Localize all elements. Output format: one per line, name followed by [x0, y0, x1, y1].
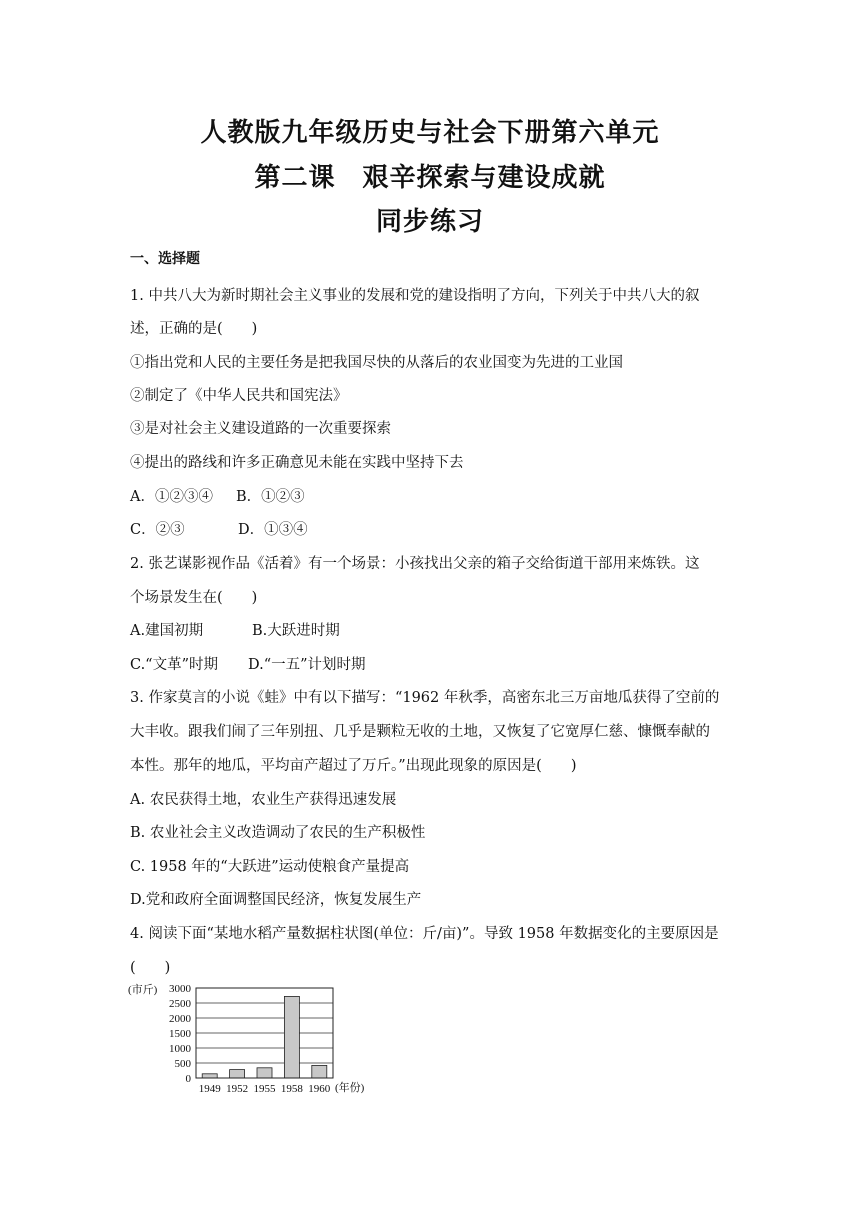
chart-x-tick-label: 1955	[253, 1083, 276, 1095]
q1-statement-2: ②制定了《中华人民共和国宪法》	[130, 388, 348, 404]
chart-x-tick-label: 1960	[308, 1083, 331, 1095]
chart-y-ticks	[169, 983, 192, 1085]
chart-bars	[202, 996, 327, 1078]
q1-statement-4: ④提出的路线和许多正确意见未能在实践中坚持下去	[130, 455, 464, 471]
q1-option-d: D．①③④	[238, 522, 308, 538]
chart-y-tick-label: 1000	[169, 1043, 191, 1055]
q3-option-d: D.党和政府全面调整国民经济，恢复发展生产	[130, 892, 422, 908]
q1-option-c: C．②③	[130, 522, 185, 538]
q1-options-row1	[130, 485, 740, 506]
q1-stem-line1: 1. 中共八大为新时期社会主义事业的发展和党的建设指明了方向，下列关于中共八大的叙	[130, 288, 700, 304]
chart-y-tick-label: 0	[185, 1073, 191, 1085]
chart-y-tick-label: 2500	[169, 998, 191, 1010]
page-title-line2: 第二课 艰辛探索与建设成就	[254, 163, 606, 193]
rice-yield-bar-chart	[126, 978, 376, 1098]
q2-option-a: A.建国初期	[130, 623, 204, 639]
q2-option-d: D.“一五”计划时期	[248, 657, 366, 673]
q2-options-row1	[130, 619, 740, 640]
chart-y-tick-label: 3000	[169, 983, 191, 995]
chart-x-tick-label: 1958	[280, 1083, 303, 1095]
chart-bar-1952	[230, 1070, 245, 1078]
chart-bar-1949	[202, 1074, 217, 1078]
chart-x-ticks	[199, 1083, 331, 1095]
q1-options-row2	[130, 518, 740, 539]
chart-gridlines	[196, 988, 333, 1078]
q2-stem-line2: 个场景发生在( )	[130, 590, 258, 606]
chart-x-tick-label: 1949	[198, 1083, 221, 1095]
q4-stem-line1: 4. 阅读下面“某地水稻产量数据柱状图(单位：斤/亩)”。导致 1958 年数据变化的主要原因是	[130, 926, 719, 942]
chart-ylabel: (市斤)	[128, 984, 158, 996]
page-title-line1: 人教版九年级历史与社会下册第六单元	[200, 118, 660, 148]
chart-bar-1958	[284, 996, 299, 1078]
q2-stem-line1: 2. 张艺谋影视作品《活着》有一个场景：小孩找出父亲的箱子交给街道干部用来炼铁。这	[130, 556, 700, 572]
q2-option-b: B.大跃进时期	[252, 623, 340, 639]
chart-bar-1955	[257, 1068, 272, 1078]
q3-stem-line2: 大丰收。跟我们闹了三年别扭、几乎是颗粒无收的土地，又恢复了它宽厚仁慈、慷慨奉献的	[130, 724, 710, 740]
chart-bar-1960	[312, 1065, 327, 1078]
chart-x-tick-label: 1952	[226, 1083, 249, 1095]
q1-stem-line2: 述，正确的是( )	[130, 321, 258, 337]
chart-y-tick-label: 2000	[169, 1013, 191, 1025]
q3-option-b: B. 农业社会主义改造调动了农民的生产积极性	[130, 825, 426, 841]
q3-option-a: A. 农民获得土地，农业生产获得迅速发展	[130, 792, 397, 808]
q2-option-c: C.“文革”时期	[130, 657, 219, 673]
section-heading: 一、选择题	[130, 251, 200, 267]
q3-stem-line3: 本性。那年的地瓜，平均亩产超过了万斤。”出现此现象的原因是( )	[130, 758, 577, 774]
q1-option-a: A．①②③④	[130, 489, 213, 505]
chart-xlabel: (年份)	[335, 1082, 365, 1094]
q3-option-c: C. 1958 年的“大跃进”运动使粮食产量提高	[130, 859, 410, 875]
chart-y-tick-label: 500	[174, 1058, 191, 1070]
q4-stem-line2: ( )	[130, 960, 171, 976]
q1-statement-3: ③是对社会主义建设道路的一次重要探索	[130, 421, 391, 437]
q1-statement-1: ①指出党和人民的主要任务是把我国尽快的从落后的农业国变为先进的工业国	[130, 355, 623, 371]
q2-options-row2	[130, 653, 740, 674]
q3-stem-line1: 3. 作家莫言的小说《蛙》中有以下描写：“1962 年秋季，高密东北三万亩地瓜获得了空前的	[130, 690, 720, 706]
chart-y-tick-label: 1500	[169, 1028, 191, 1040]
q1-option-b: B．①②③	[236, 489, 305, 505]
page-title-line3: 同步练习	[375, 207, 484, 237]
